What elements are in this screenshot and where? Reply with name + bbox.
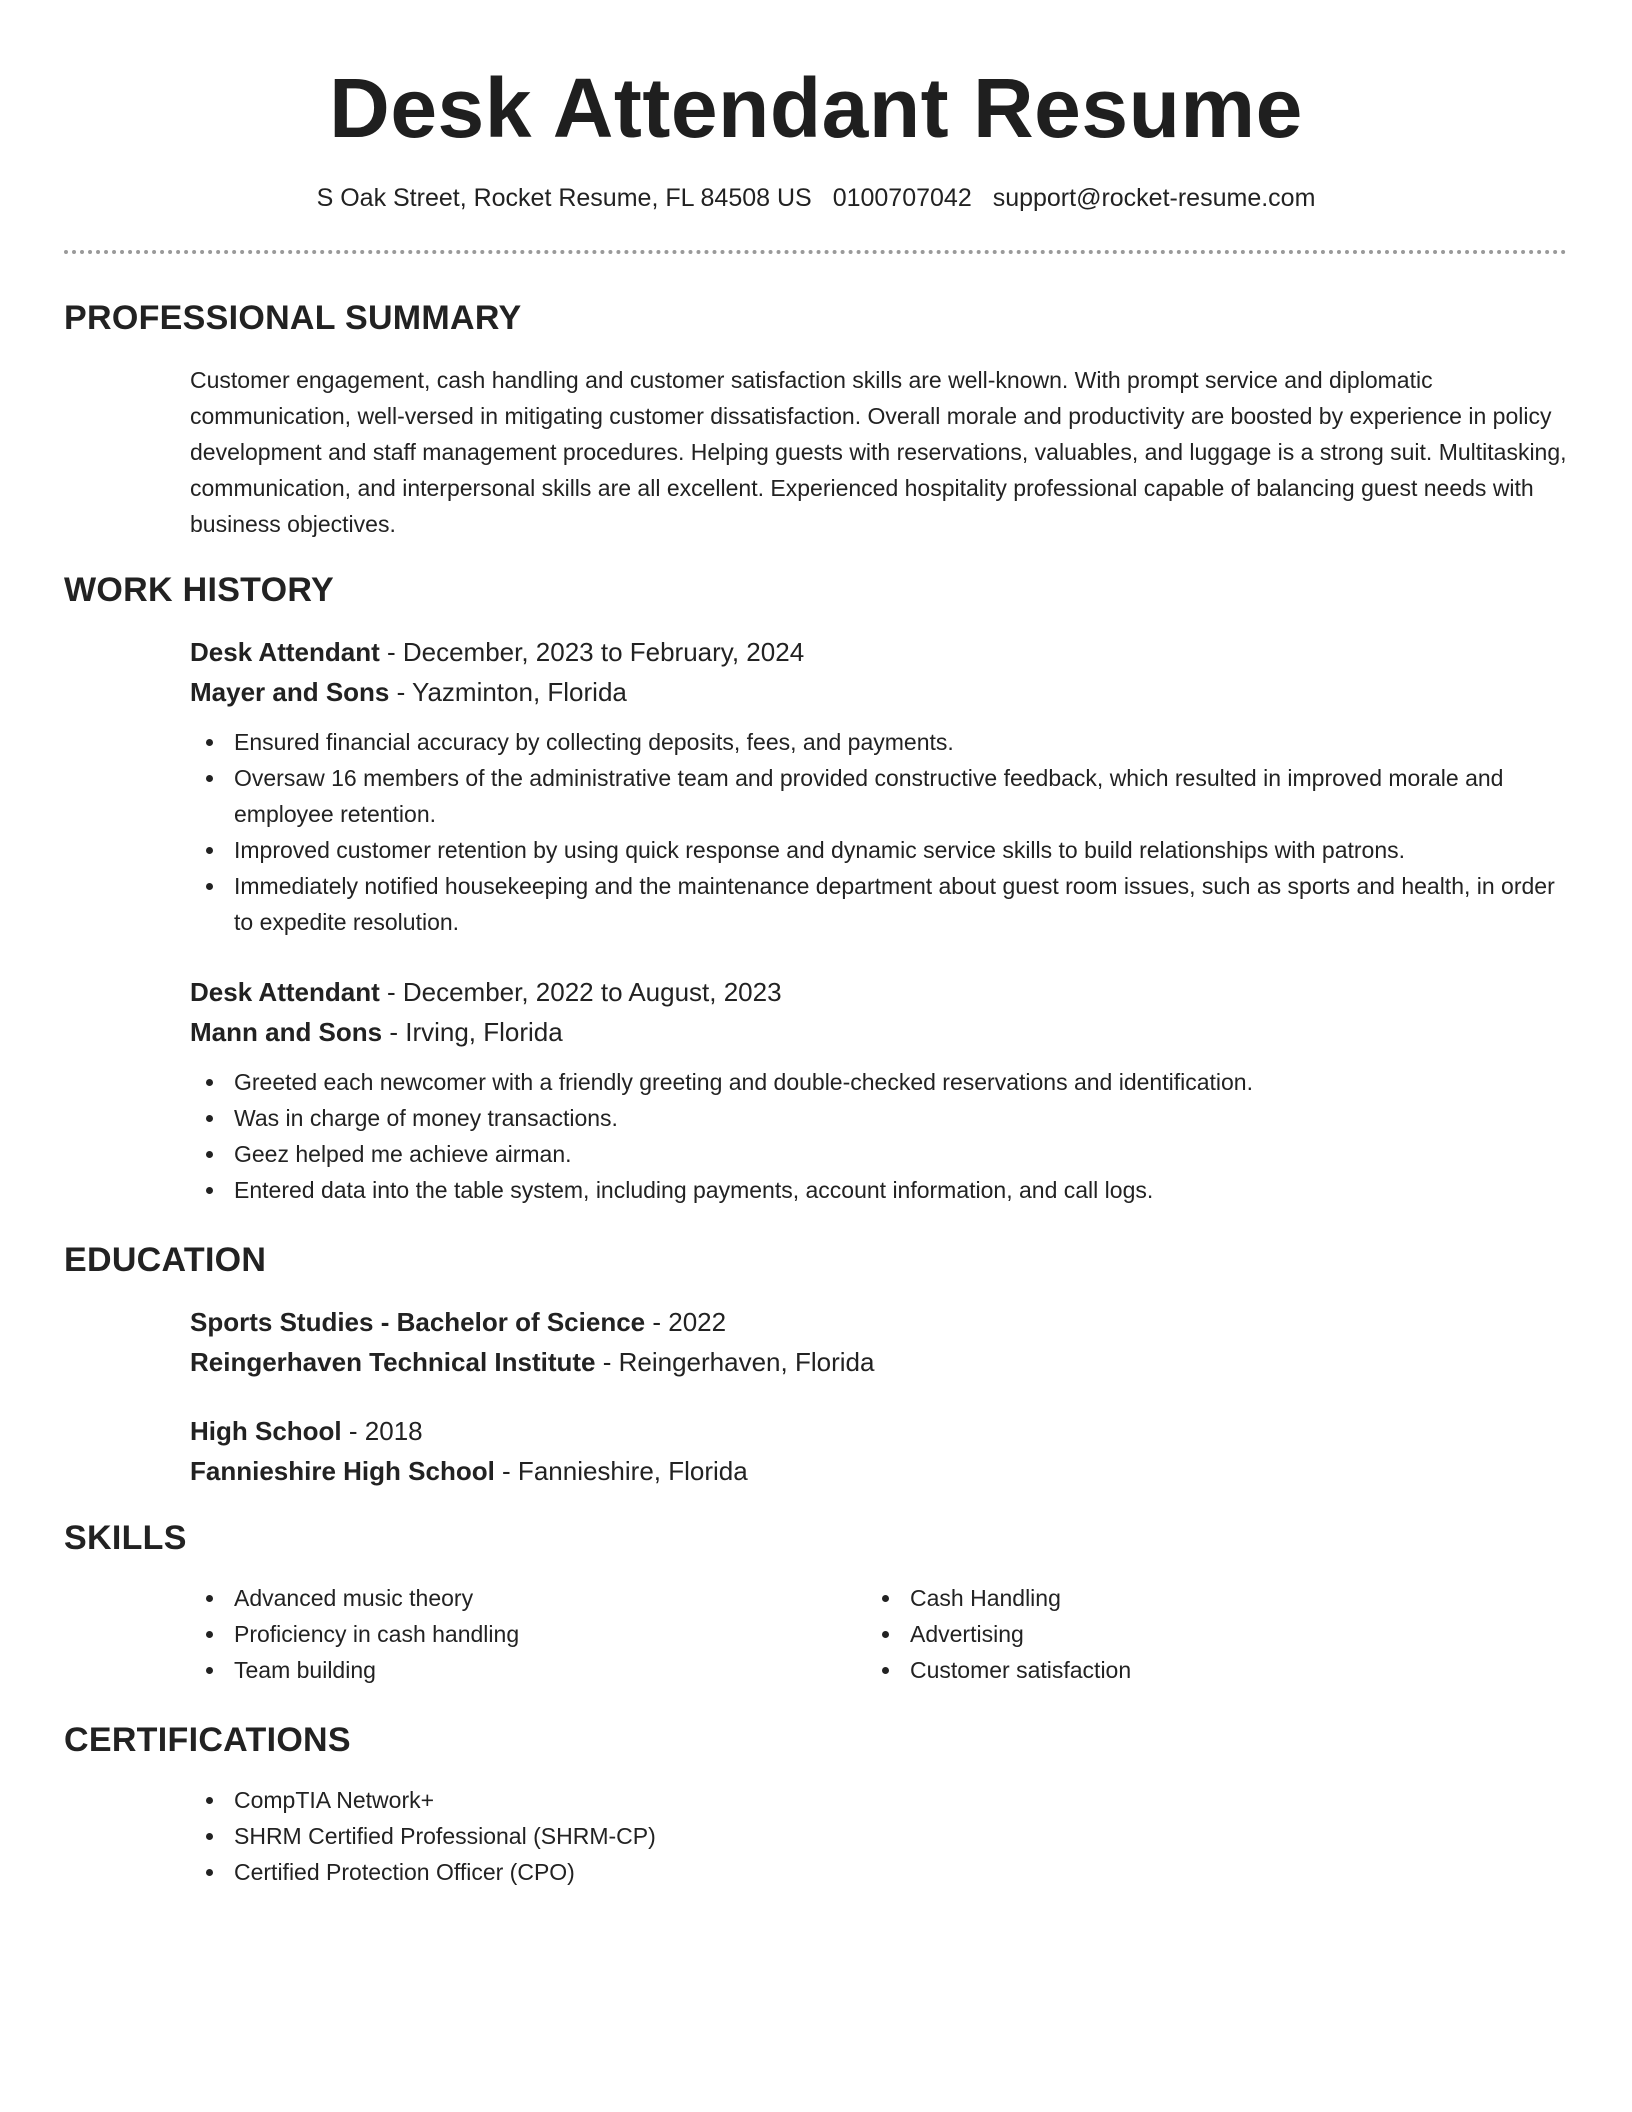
education-degree: Sports Studies - Bachelor of Science bbox=[190, 1307, 646, 1337]
job-dates: - December, 2022 to August, 2023 bbox=[379, 977, 782, 1007]
summary-text: Customer engagement, cash handling and customer satisfaction skills are well-known. With prompt service and diplomatic communication, well-versed in mitigating customer dissatisfaction. Overall morale and productivity are boosted by experience in policy development and staff management procedures. Helping guests with reservations, valuables, and luggage is a strong suit. Multitasking, communication, and interpersonal skills are all excellent. Experienced hospitality professional capable of balancing guest needs with business objectives. bbox=[190, 367, 1567, 537]
job-role: Desk Attendant bbox=[190, 637, 380, 667]
list-item: Immediately notified housekeeping and the maintenance department about guest room issues, such as sports and health, in order to expedite resolution. bbox=[190, 868, 1567, 940]
skill-item: Customer satisfaction bbox=[866, 1652, 1506, 1688]
list-item: Ensured financial accuracy by collecting deposits, fees, and payments. bbox=[190, 724, 1567, 760]
education-school: Reingerhaven Technical Institute bbox=[190, 1347, 596, 1377]
section-title-skills: SKILLS bbox=[64, 1519, 187, 1557]
certification-item: CompTIA Network+ bbox=[190, 1782, 1567, 1818]
resume-title: Desk Attendant Resume bbox=[329, 61, 1303, 155]
education-year: - 2022 bbox=[645, 1307, 727, 1337]
job-title-line bbox=[190, 972, 1567, 1012]
section-title-education: EDUCATION bbox=[64, 1241, 267, 1279]
education-school-line bbox=[190, 1451, 1567, 1491]
education-school-line bbox=[190, 1342, 1567, 1382]
skills-list-right bbox=[866, 1580, 1506, 1688]
section-title-work-history: WORK HISTORY bbox=[64, 571, 334, 609]
skill-item: Team building bbox=[190, 1652, 830, 1688]
contact-address: S Oak Street, Rocket Resume, FL 84508 US bbox=[316, 184, 812, 212]
education-location: - Reingerhaven, Florida bbox=[595, 1347, 875, 1377]
job-entry bbox=[190, 972, 1567, 1052]
section-title-certifications: CERTIFICATIONS bbox=[64, 1721, 351, 1759]
education-entry bbox=[190, 1411, 1567, 1491]
list-item: Geez helped me achieve airman. bbox=[190, 1136, 1567, 1172]
education-degree-line bbox=[190, 1302, 1567, 1342]
skill-item: Advanced music theory bbox=[190, 1580, 830, 1616]
job-company-line bbox=[190, 672, 1567, 712]
education-entry bbox=[190, 1302, 1567, 1382]
job-entry bbox=[190, 632, 1567, 712]
job-location: - Yazminton, Florida bbox=[389, 677, 627, 707]
contact-line bbox=[0, 180, 1632, 216]
section-title-summary: PROFESSIONAL SUMMARY bbox=[64, 299, 522, 337]
job-dates: - December, 2023 to February, 2024 bbox=[379, 637, 805, 667]
job-title-line bbox=[190, 632, 1567, 672]
education-year: - 2018 bbox=[341, 1416, 423, 1446]
education-degree: High School bbox=[190, 1416, 342, 1446]
skill-item: Advertising bbox=[866, 1616, 1506, 1652]
certification-item: SHRM Certified Professional (SHRM-CP) bbox=[190, 1818, 1567, 1854]
certification-item: Certified Protection Officer (CPO) bbox=[190, 1854, 1567, 1890]
contact-email: support@rocket-resume.com bbox=[992, 184, 1316, 212]
contact-phone: 0100707042 bbox=[832, 184, 972, 212]
skill-item: Cash Handling bbox=[866, 1580, 1506, 1616]
header-divider bbox=[64, 250, 1567, 254]
education-school: Fannieshire High School bbox=[190, 1456, 495, 1486]
list-item: Entered data into the table system, including payments, account information, and call logs. bbox=[190, 1172, 1567, 1208]
job-location: - Irving, Florida bbox=[382, 1017, 563, 1047]
job-company: Mann and Sons bbox=[190, 1017, 383, 1047]
education-location: - Fannieshire, Florida bbox=[494, 1456, 748, 1486]
education-degree-line bbox=[190, 1411, 1567, 1451]
job-company-line bbox=[190, 1012, 1567, 1052]
list-item: Oversaw 16 members of the administrative team and provided constructive feedback, which resulted in improved morale and employee retention. bbox=[190, 760, 1567, 832]
skills-list-left bbox=[190, 1580, 830, 1688]
job-bullets bbox=[190, 724, 1567, 940]
list-item: Improved customer retention by using quick response and dynamic service skills to build relationships with patrons. bbox=[190, 832, 1567, 868]
list-item: Was in charge of money transactions. bbox=[190, 1100, 1567, 1136]
certifications-list bbox=[190, 1782, 1567, 1890]
job-company: Mayer and Sons bbox=[190, 677, 390, 707]
job-bullets bbox=[190, 1064, 1567, 1208]
skill-item: Proficiency in cash handling bbox=[190, 1616, 830, 1652]
job-role: Desk Attendant bbox=[190, 977, 380, 1007]
list-item: Greeted each newcomer with a friendly greeting and double-checked reservations and identification. bbox=[190, 1064, 1567, 1100]
